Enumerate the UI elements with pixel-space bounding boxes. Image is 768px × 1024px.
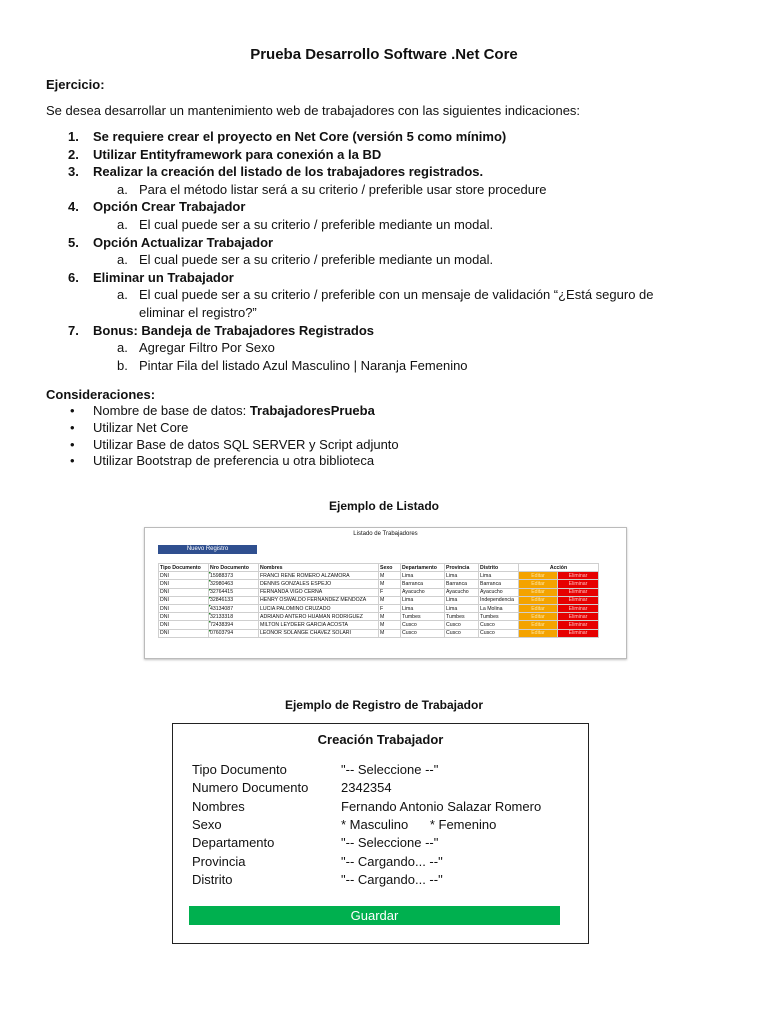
eliminar-button[interactable]: Eliminar xyxy=(558,596,599,604)
table-cell: Barranca xyxy=(401,580,445,588)
table-cell: M xyxy=(379,621,401,629)
sub-item-text: Agregar Filtro Por Sexo xyxy=(139,340,275,356)
nuevo-registro-button[interactable]: Nuevo Registro xyxy=(158,545,257,554)
listado-caption: Ejemplo de Listado xyxy=(328,499,439,513)
table-cell: 32133318 xyxy=(209,613,259,621)
table-cell: HENRY OSWALDO FERNANDEZ MENDOZA xyxy=(259,596,379,604)
sub-list xyxy=(93,216,726,234)
numero-documento-input[interactable]: 2342354 xyxy=(341,780,392,795)
item-number: 6. xyxy=(68,269,79,285)
table-cell: Cusco xyxy=(401,621,445,629)
sub-item-letter: a. xyxy=(117,216,128,232)
sub-item xyxy=(93,251,726,269)
table-cell: LEONOR SOLANGE CHAVEZ SOLARI xyxy=(259,629,379,637)
requirements-list xyxy=(46,128,726,374)
table-cell: 32846133 xyxy=(209,596,259,604)
table-cell: Tumbes xyxy=(445,613,479,621)
bullet-item xyxy=(46,437,399,454)
editar-button[interactable]: Editar xyxy=(519,596,558,604)
table-cell: DNI xyxy=(159,572,209,580)
tipo-documento-select[interactable]: "-- Seleccione --" xyxy=(341,762,439,777)
bullet-icon: • xyxy=(70,403,75,418)
column-header: Sexo xyxy=(379,564,401,572)
item-text: Eliminar un Trabajador xyxy=(93,269,234,285)
table-cell: M xyxy=(379,580,401,588)
table-cell: DNI xyxy=(159,621,209,629)
table-cell: 43134087 xyxy=(209,604,259,612)
sub-item-letter: a. xyxy=(117,252,128,268)
table-row xyxy=(159,580,599,588)
database-name: TrabajadoresPrueba xyxy=(249,403,375,418)
sub-item xyxy=(93,339,726,357)
table-cell: F xyxy=(379,588,401,596)
bullet-item xyxy=(46,403,399,420)
sub-item-letter: b. xyxy=(117,357,128,373)
item-number: 3. xyxy=(68,164,79,180)
editar-button[interactable]: Editar xyxy=(519,604,558,612)
field-label: Numero Documento xyxy=(192,780,309,795)
table-cell: 15988373 xyxy=(209,572,259,580)
editar-button[interactable]: Editar xyxy=(519,621,558,629)
table-cell: MILTON LEYDEER GARCIA ACOSTA xyxy=(259,621,379,629)
column-header: Nombres xyxy=(259,564,379,572)
item-text: Utilizar Entityframework para conexión a la BD xyxy=(93,146,382,162)
sub-item-text: Pintar Fila del listado Azul Masculino | Naranja Femenino xyxy=(139,357,468,373)
item-text: Opción Actualizar Trabajador xyxy=(93,234,274,250)
field-label: Provincia xyxy=(192,854,246,869)
eliminar-button[interactable]: Eliminar xyxy=(558,629,599,637)
sub-item-text: El cual puede ser a su criterio / preferible mediante un modal. xyxy=(139,216,494,232)
sub-item-letter: a. xyxy=(117,181,128,197)
field-label: Tipo Documento xyxy=(192,762,287,777)
table-cell: LUCIA PALOMINO CRUZADO xyxy=(259,604,379,612)
bullet-text: Utilizar Base de datos SQL SERVER y Script adjunto xyxy=(93,436,399,452)
sub-item-text: El cual puede ser a su criterio / preferible con un mensaje de validación “¿Está seguro de eliminar el registro?” xyxy=(139,287,654,320)
table-cell: Lima xyxy=(479,572,519,580)
column-header: Nro Documento xyxy=(209,564,259,572)
requirement-item xyxy=(46,322,726,375)
requirement-item xyxy=(46,163,726,198)
registro-caption: Ejemplo de Registro de Trabajador xyxy=(284,698,484,712)
table-cell: Barranca xyxy=(445,580,479,588)
item-number: 4. xyxy=(68,199,79,215)
table-cell: 07603794 xyxy=(209,629,259,637)
workers-table xyxy=(158,563,599,638)
table-cell: Ayacucho xyxy=(401,588,445,596)
table-cell: 72438394 xyxy=(209,621,259,629)
table-cell: Lima xyxy=(445,604,479,612)
table-cell: DNI xyxy=(159,604,209,612)
sub-item xyxy=(93,357,726,375)
departamento-select[interactable]: "-- Seleccione --" xyxy=(341,835,439,850)
table-cell: M xyxy=(379,629,401,637)
listado-title: Listado de Trabajadores xyxy=(353,531,418,537)
sexo-femenino-option[interactable]: * Femenino xyxy=(429,817,497,832)
table-cell: DNI xyxy=(159,580,209,588)
registro-title: Creación Trabajador xyxy=(317,732,444,747)
considerations-list xyxy=(46,403,399,470)
bullet-item xyxy=(46,453,399,470)
nombres-input[interactable]: Fernando Antonio Salazar Romero xyxy=(341,799,542,814)
requirement-item xyxy=(46,128,726,146)
table-cell: DNI xyxy=(159,629,209,637)
requirement-item xyxy=(46,234,726,269)
table-cell: Cusco xyxy=(445,621,479,629)
bullet-text: Utilizar Bootstrap de preferencia u otra biblioteca xyxy=(93,453,375,469)
listado-example xyxy=(144,527,627,659)
table-row xyxy=(159,572,599,580)
table-row xyxy=(159,621,599,629)
table-cell: Cusco xyxy=(479,621,519,629)
table-cell: Barranca xyxy=(479,580,519,588)
sub-list xyxy=(93,181,726,199)
table-row xyxy=(159,596,599,604)
item-number: 2. xyxy=(68,146,79,162)
table-cell: ADRIANO ANTERO HUAMAN RODRIGUEZ xyxy=(259,613,379,621)
table-cell: Tumbes xyxy=(479,613,519,621)
table-cell: M xyxy=(379,596,401,604)
bullet-icon: • xyxy=(70,436,75,452)
table-header-row xyxy=(159,564,599,572)
registro-example xyxy=(172,723,589,944)
column-header: Tipo Documento xyxy=(159,564,209,572)
sub-item xyxy=(93,181,726,199)
eliminar-button[interactable]: Eliminar xyxy=(558,580,599,588)
table-row xyxy=(159,588,599,596)
item-text: Se requiere crear el proyecto en Net Core (versión 5 como mínimo) xyxy=(93,129,507,144)
item-number: 7. xyxy=(68,322,79,338)
table-cell: Tumbes xyxy=(401,613,445,621)
requirement-item xyxy=(46,146,726,164)
sub-list xyxy=(93,339,726,374)
editar-button[interactable]: Editar xyxy=(519,572,558,580)
column-header: Provincia xyxy=(445,564,479,572)
table-cell: DNI xyxy=(159,596,209,604)
table-cell: Lima xyxy=(445,596,479,604)
sub-list xyxy=(93,251,726,269)
item-number: 1. xyxy=(68,129,79,144)
table-row xyxy=(159,604,599,612)
eliminar-button[interactable]: Eliminar xyxy=(558,604,599,612)
guardar-button[interactable]: Guardar xyxy=(189,906,560,925)
bullet-text: Nombre de base de datos: xyxy=(93,403,250,418)
table-cell: DNI xyxy=(159,588,209,596)
field-label: Sexo xyxy=(192,817,222,832)
field-label: Departamento xyxy=(192,835,275,850)
table-cell: Cusco xyxy=(445,629,479,637)
editar-button[interactable]: Editar xyxy=(519,580,558,588)
editar-button[interactable]: Editar xyxy=(519,613,558,621)
sub-item-text: Para el método listar será a su criterio / preferible usar store procedure xyxy=(139,181,547,197)
table-cell: DENNIS GONZALES ESPEJO xyxy=(259,580,379,588)
column-header: Distrito xyxy=(479,564,519,572)
table-cell: Lima xyxy=(401,596,445,604)
table-row xyxy=(159,613,599,621)
sub-item xyxy=(93,216,726,234)
table-cell: Lima xyxy=(401,604,445,612)
table-cell: Cusco xyxy=(479,629,519,637)
editar-button[interactable]: Editar xyxy=(519,588,558,596)
table-row xyxy=(159,629,599,637)
table-cell: M xyxy=(379,572,401,580)
sub-item xyxy=(93,286,726,321)
requirement-item xyxy=(46,198,726,233)
item-text: Bonus: Bandeja de Trabajadores Registrados xyxy=(93,322,375,338)
sexo-masculino-option[interactable]: * Masculino xyxy=(341,817,409,832)
column-header: Departamento xyxy=(401,564,445,572)
item-text: Opción Crear Trabajador xyxy=(93,199,246,215)
consideraciones-heading: Consideraciones: xyxy=(46,387,156,402)
editar-button[interactable]: Editar xyxy=(519,629,558,637)
table-cell: FERNANDA VIGO CERNA xyxy=(259,588,379,596)
table-cell: DNI xyxy=(159,613,209,621)
table-cell: Lima xyxy=(401,572,445,580)
eliminar-button[interactable]: Eliminar xyxy=(558,572,599,580)
column-header: Acción xyxy=(519,564,599,572)
field-label: Distrito xyxy=(192,872,233,887)
table-cell: Lima xyxy=(445,572,479,580)
item-number: 5. xyxy=(68,234,79,250)
intro-text: Se desea desarrollar un mantenimiento web de trabajadores con las siguientes indicaciones: xyxy=(46,103,581,118)
eliminar-button[interactable]: Eliminar xyxy=(558,613,599,621)
table-cell: 32980463 xyxy=(209,580,259,588)
table-cell: Ayacucho xyxy=(445,588,479,596)
item-text: Realizar la creación del listado de los trabajadores registrados. xyxy=(93,164,484,180)
sub-item-letter: a. xyxy=(117,287,128,303)
field-label: Nombres xyxy=(192,799,245,814)
table-cell: FRANCI RENE ROMERO ALZAMORA xyxy=(259,572,379,580)
requirement-item xyxy=(46,269,726,322)
table-cell: M xyxy=(379,613,401,621)
sub-item-letter: a. xyxy=(117,340,128,356)
table-cell: 32764415 xyxy=(209,588,259,596)
bullet-text: Utilizar Net Core xyxy=(93,419,189,435)
table-cell: Ayacucho xyxy=(479,588,519,596)
table-cell: Cusco xyxy=(401,629,445,637)
document-title: Prueba Desarrollo Software .Net Core xyxy=(250,46,518,63)
eliminar-button[interactable]: Eliminar xyxy=(558,588,599,596)
table-cell: F xyxy=(379,604,401,612)
bullet-item xyxy=(46,420,399,437)
sub-item-text: El cual puede ser a su criterio / preferible mediante un modal. xyxy=(139,252,494,268)
sub-list xyxy=(93,286,726,321)
bullet-icon: • xyxy=(70,453,75,469)
eliminar-button[interactable]: Eliminar xyxy=(558,621,599,629)
table-cell: Independencia xyxy=(479,596,519,604)
provincia-select[interactable]: "-- Cargando... --" xyxy=(341,854,443,869)
sexo-radio-group xyxy=(341,817,496,832)
distrito-select[interactable]: "-- Cargando... --" xyxy=(341,872,443,887)
table-cell: La Molina xyxy=(479,604,519,612)
bullet-icon: • xyxy=(70,419,75,435)
ejercicio-heading: Ejercicio: xyxy=(46,77,105,92)
